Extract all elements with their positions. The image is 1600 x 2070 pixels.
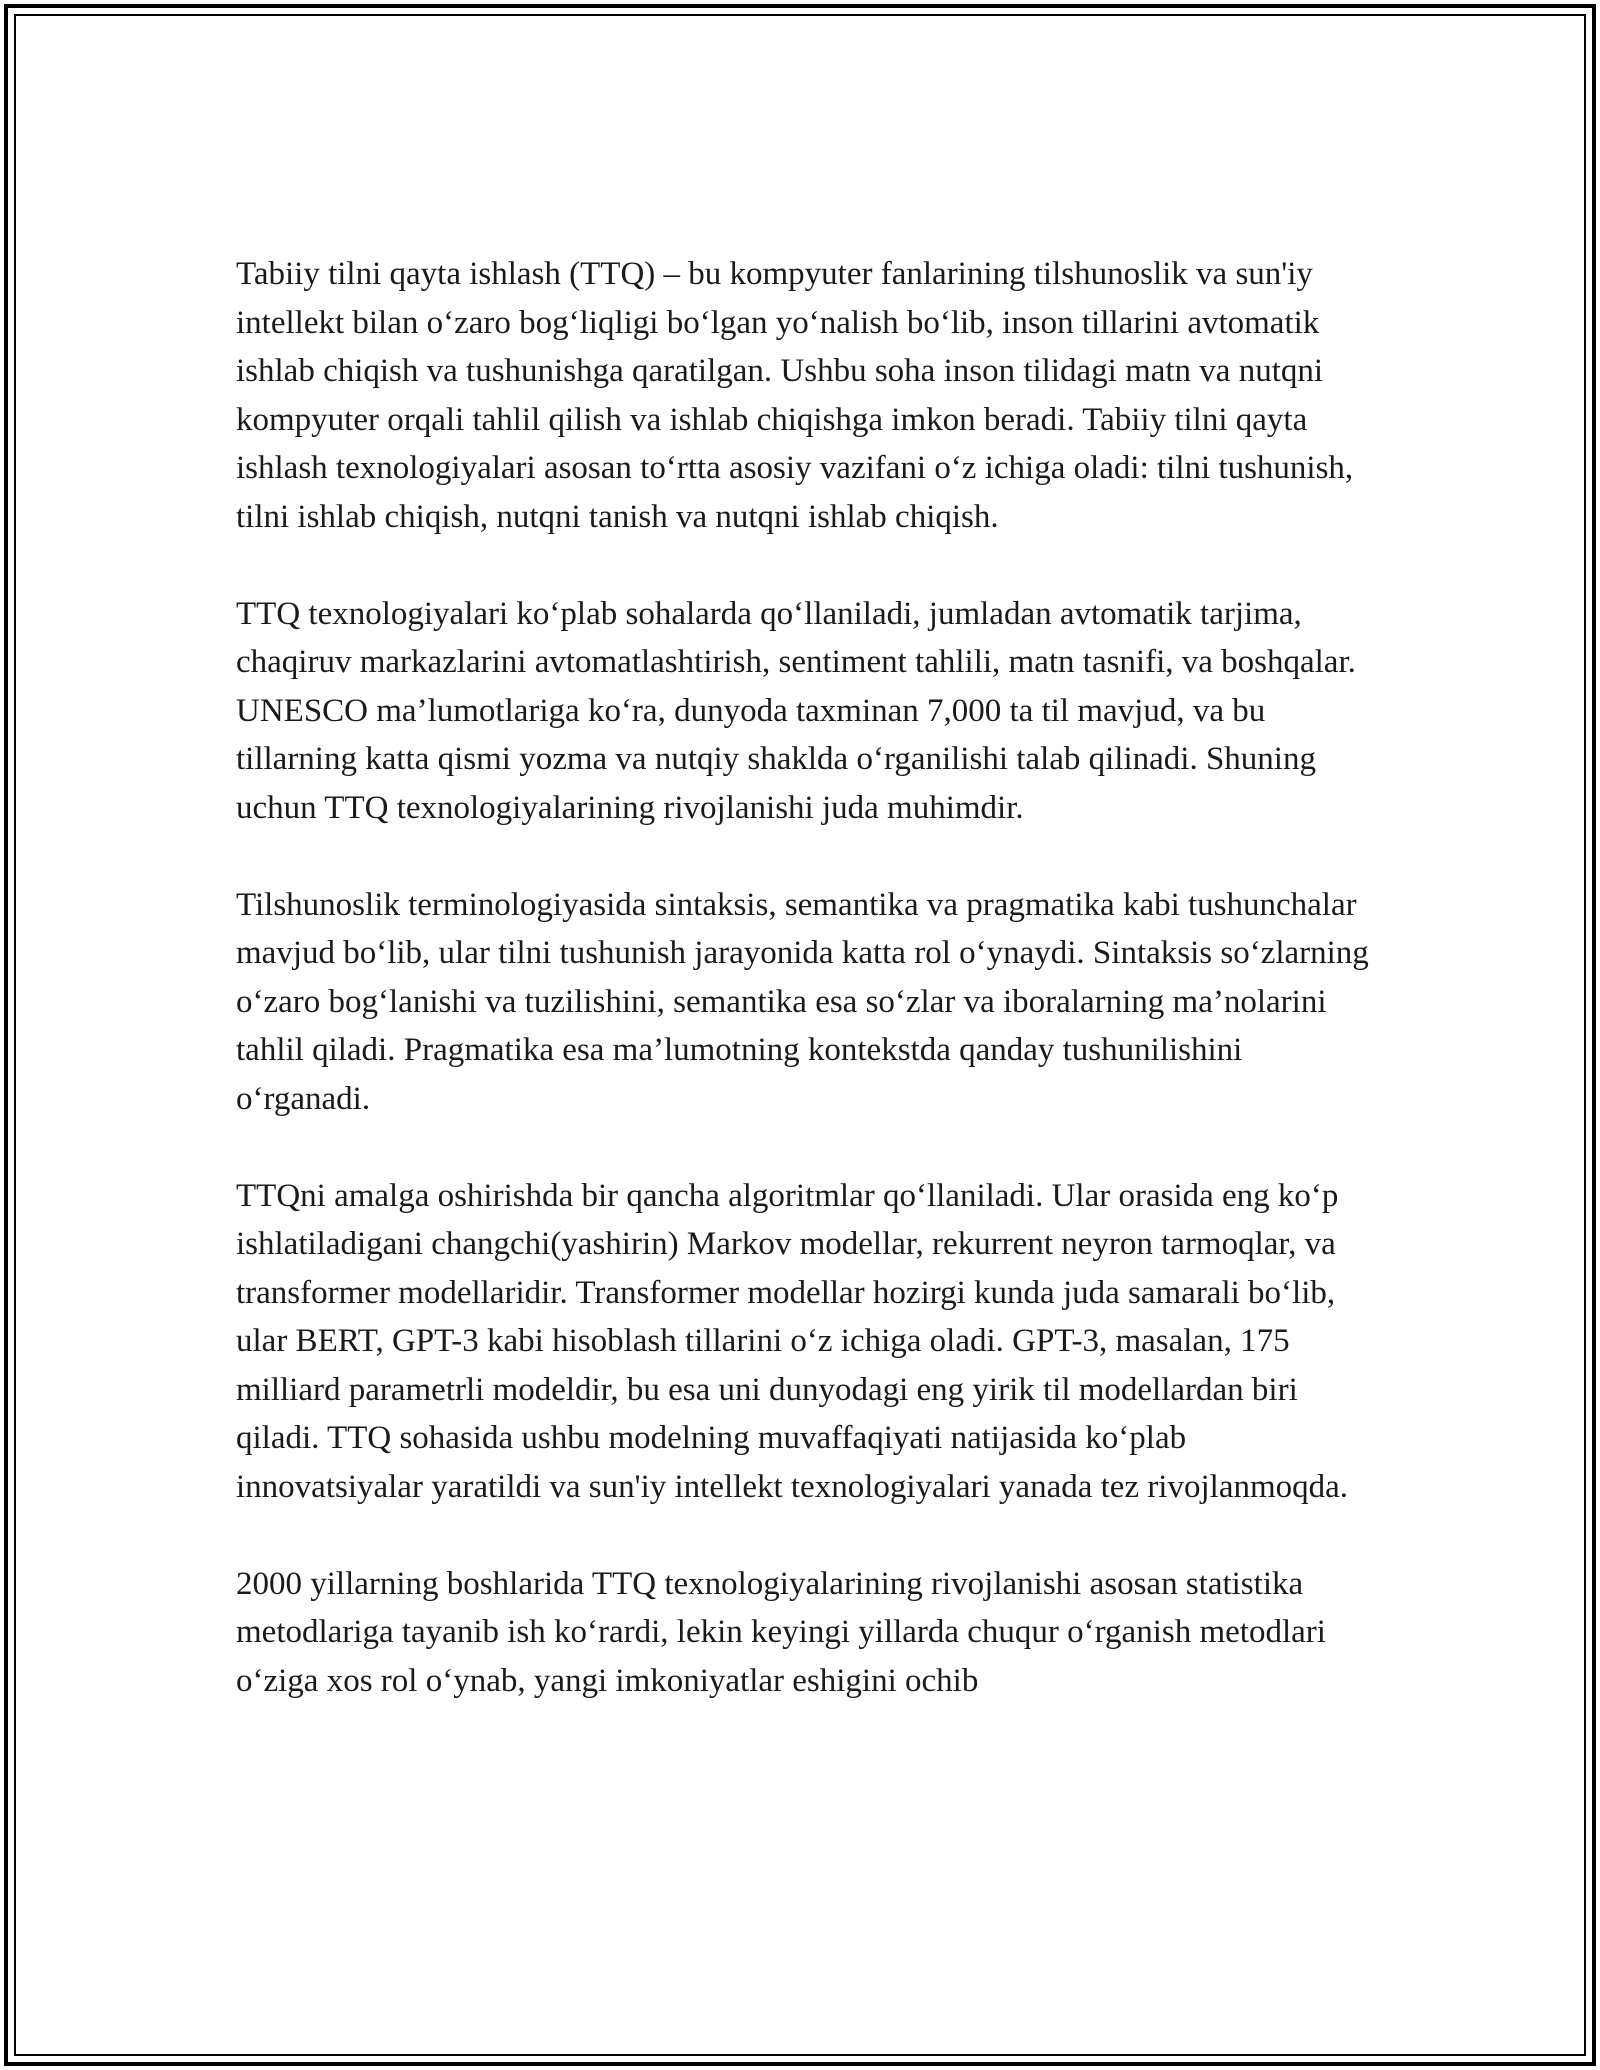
paragraph-3: Tilshunoslik terminologiyasida sintaksis, semantika va pragmatika kabi tushunchalar mavjud bo‘lib, ular tilni tushunish jarayonida katta rol o‘ynaydi. Sintaksis so‘zlarning o‘zaro bog‘lanishi va tuzilishini, semantika esa so‘zlar va iboralarning ma’nolarini tahlil qiladi. Pragmatika esa ma’lumotning kontekstda qanday tushunilishini o‘rganadi. bbox=[236, 886, 1369, 1117]
paragraph-2: TTQ texnologiyalari ko‘plab sohalarda qo‘llaniladi, jumladan avtomatik tarjima, chaqiruv markazlarini avtomatlashtirish, sentiment tahlili, matn tasnifi, va boshqalar. UNESCO ma’lumotlariga ko‘ra, dunyoda taxminan 7,000 ta til mavjud, va bu tillarning katta qismi yozma va nutqiy shaklda o‘rganilishi talab qilinadi. Shuning uchun TTQ texnologiyalarining rivojlanishi juda muhimdir. bbox=[236, 595, 1356, 826]
paragraph-5: 2000 yillarning boshlarida TTQ texnologiyalarining rivojlanishi asosan statistika metodlariga tayanib ish ko‘rardi, lekin keyingi yillarda chuqur o‘rganish metodlari o‘ziga xos rol o‘ynab, yangi imkoniyatlar eshigini ochib bbox=[236, 1565, 1326, 1699]
paragraph-4: TTQni amalga oshirishda bir qancha algoritmlar qo‘llaniladi. Ular orasida eng ko‘p ishlatiladigani changchi(yashirin) Markov modellar, rekurrent neyron tarmoqlar, va transformer modellaridir. Transformer modellar hozirgi kunda juda samarali bo‘lib, ular BERT, GPT-3 kabi hisoblash tillarini o‘z ichiga oladi. GPT-3, masalan, 175 milliard parametrli modeldir, bu esa uni dunyodagi eng yirik til modellardan biri qiladi. TTQ sohasida ushbu modelning muvaffaqiyati natijasida ko‘plab innovatsiyalar yaratildi va sun'iy intellekt texnologiyalari yanada tez rivojlanmoqda. bbox=[236, 1177, 1349, 1505]
paragraph-1: Tabiiy tilni qayta ishlash (TTQ) – bu kompyuter fanlarining tilshunoslik va sun'iy intellekt bilan o‘zaro bog‘liqligi bo‘lgan yo‘nalish bo‘lib, inson tillarini avtomatik ishlab chiqish va tushunishga qaratilgan. Ushbu soha inson tilidagi matn va nutqni kompyuter orqali tahlil qilish va ishlab chiqishga imkon beradi. Tabiiy tilni qayta ishlash texnologiyalari asosan to‘rtta asosiy vazifani o‘z ichiga oladi: tilni tushunish, tilni ishlab chiqish, nutqni tanish va nutqni ishlab chiqish. bbox=[236, 256, 1354, 535]
document-body bbox=[236, 250, 1376, 1754]
